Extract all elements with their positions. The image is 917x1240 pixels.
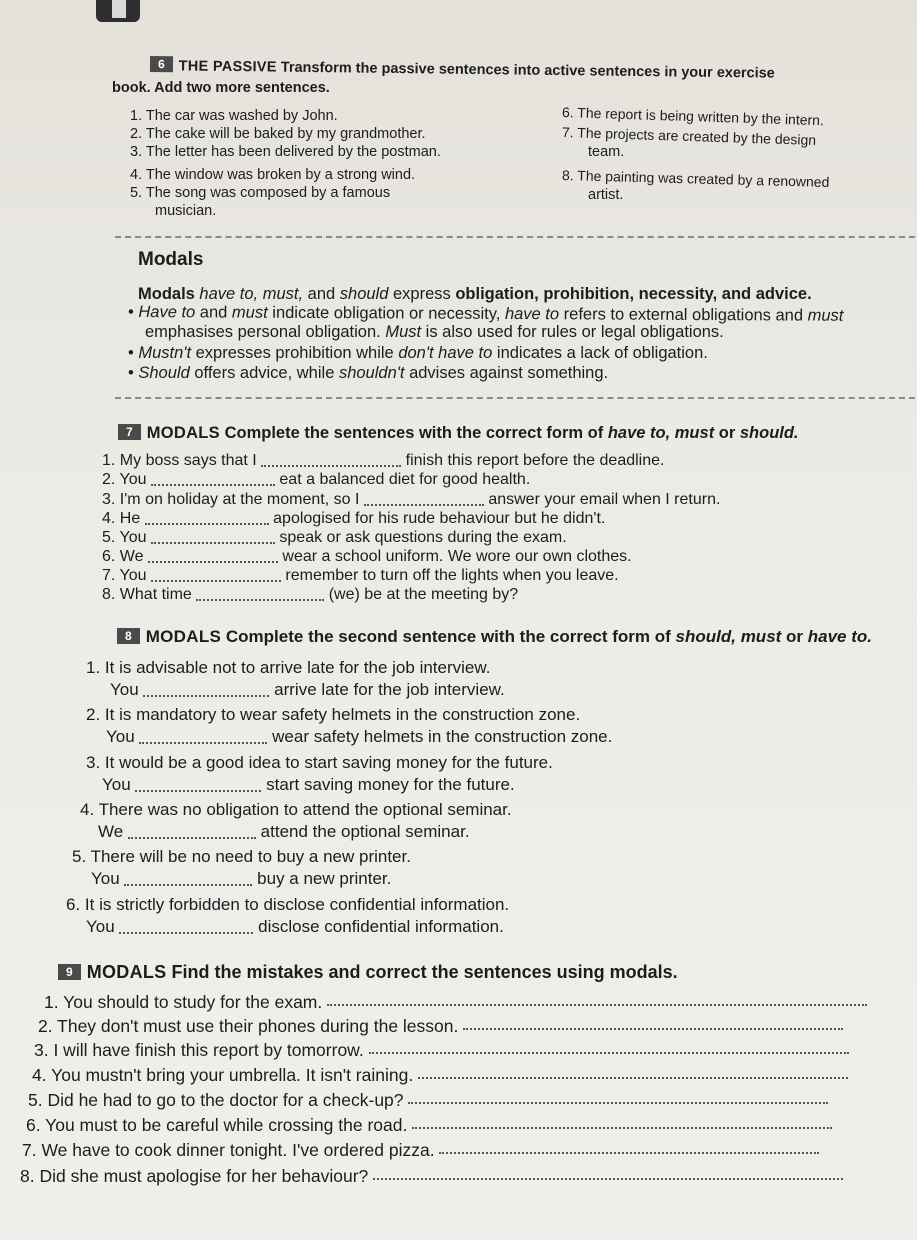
exercise-9-item <box>22 1140 819 1161</box>
item-rest: speak or ask questions during the exam. <box>279 529 567 546</box>
item-stem: 6. We <box>102 548 144 565</box>
item-text: 5. Did he had to go to the doctor for a check-up? <box>28 1090 404 1110</box>
answer-blank[interactable] <box>148 561 278 563</box>
intro-have-to-must: have to, must, <box>194 285 308 303</box>
exercise-8-answer-line <box>102 775 515 795</box>
b3-text: offers advice, while <box>189 364 339 382</box>
b1-have-to: Have to <box>138 303 196 322</box>
exercise-9-item <box>44 992 867 1013</box>
item-stem: 7. You <box>102 567 147 584</box>
exercise-7-modal-1: have to, must <box>607 424 715 442</box>
exercise-7-label: MODALS <box>146 424 220 442</box>
exercise-8-question: 1. It is advisable not to arrive late for the job interview. <box>86 658 491 677</box>
answer-rest: disclose confidential information. <box>258 917 504 936</box>
exercise-9-label: MODALS <box>86 962 167 982</box>
answer-blank[interactable] <box>135 790 261 792</box>
exercise-6-instruction: Transform the passive sentences into active sentences in your exercise <box>280 59 775 82</box>
answer-line[interactable] <box>369 1052 849 1054</box>
exercise-6-item-cont: musician. <box>155 203 217 219</box>
exercise-6-item-cont: team. <box>588 144 625 160</box>
exercise-8-instruction: Complete the second sentence with the correct form of <box>225 627 676 646</box>
item-stem: 8. What time <box>102 586 192 603</box>
b2-text-2: indicates a lack of obligation. <box>492 344 708 362</box>
item-rest: answer your email when I return. <box>488 491 721 508</box>
exercise-8-question: 2. It is mandatory to wear safety helmets in the construction zone. <box>86 705 581 724</box>
answer-subject: You <box>106 727 135 746</box>
exercise-6-item: 7. The projects are created by the design <box>561 124 817 148</box>
exercise-9-item <box>20 1166 843 1187</box>
exercise-6-label: THE PASSIVE <box>178 58 277 76</box>
item-rest: apologised for his rude behaviour but he didn't. <box>273 510 606 527</box>
answer-rest: start saving money for the future. <box>266 775 515 794</box>
item-rest: remember to turn off the lights when you leave. <box>285 567 619 584</box>
exercise-7-item <box>102 471 530 489</box>
exercise-8-modal-2: have to. <box>807 627 873 646</box>
exercise-8-or: or <box>781 627 808 646</box>
exercise-7-item <box>102 452 664 470</box>
b3-shouldnt: shouldn't <box>338 364 405 382</box>
exercise-8-question: 3. It would be a good idea to start saving money for the future. <box>86 753 553 772</box>
answer-blank[interactable] <box>124 884 252 886</box>
b3-text-2: advises against something. <box>404 364 609 382</box>
item-text: 3. I will have finish this report by tomorrow. <box>34 1040 364 1060</box>
answer-subject: You <box>86 917 115 936</box>
item-rest: eat a balanced diet for good health. <box>279 471 531 488</box>
answer-line[interactable] <box>463 1028 843 1030</box>
b1-have-to-2: have to <box>504 304 560 324</box>
exercise-8-heading <box>117 627 872 647</box>
b1-must-2: must <box>807 306 844 325</box>
exercise-8-answer-line <box>110 680 505 700</box>
answer-subject: We <box>98 822 124 841</box>
answer-line[interactable] <box>408 1102 828 1104</box>
answer-rest: buy a new printer. <box>257 869 392 888</box>
b1-must: must <box>231 303 268 322</box>
intro-modals-word: Modals <box>138 285 195 303</box>
exercise-6-number: 6 <box>150 56 173 72</box>
intro-should: should <box>335 285 393 303</box>
exercise-8-question: 5. There will be no need to buy a new printer. <box>72 847 411 866</box>
item-text: 4. You mustn't bring your umbrella. It isn't raining. <box>32 1065 414 1085</box>
exercise-9-item <box>32 1065 848 1086</box>
modals-box-top-border <box>115 236 915 238</box>
exercise-7-item <box>102 491 720 509</box>
binder-clip-inner <box>112 0 126 18</box>
exercise-8-answer-line <box>91 869 391 889</box>
exercise-6-instruction-2: book. Add two more sentences. <box>112 80 330 96</box>
b2-dont-have-to: don't have to <box>398 344 493 362</box>
answer-line[interactable] <box>373 1178 843 1180</box>
answer-subject: You <box>102 775 131 794</box>
modals-box-bottom-border <box>115 397 915 399</box>
item-text: 6. You must to be careful while crossing the road. <box>26 1115 408 1135</box>
exercise-9-heading <box>58 962 678 983</box>
exercise-8-number: 8 <box>117 628 140 644</box>
exercise-9-item <box>26 1115 832 1136</box>
answer-blank[interactable] <box>261 465 401 467</box>
answer-rest: arrive late for the job interview. <box>274 680 505 699</box>
modals-bullet-1-cont <box>145 323 724 342</box>
answer-subject: You <box>91 869 120 888</box>
bullet-icon: • <box>128 344 139 362</box>
intro-and: and <box>307 285 336 303</box>
item-stem: 5. You <box>102 529 147 546</box>
answer-blank[interactable] <box>128 837 256 839</box>
exercise-7-item <box>102 548 632 566</box>
item-rest: (we) be at the meeting by? <box>328 586 519 603</box>
exercise-9-number: 9 <box>58 964 81 980</box>
intro-express: express <box>392 285 456 303</box>
exercise-7-item <box>102 529 567 547</box>
item-stem: 3. I'm on holiday at the moment, so I <box>102 491 360 508</box>
b1-line2-text: emphasises personal obligation. <box>145 323 386 341</box>
exercise-7-heading <box>118 424 799 443</box>
answer-blank[interactable] <box>119 932 253 934</box>
answer-line[interactable] <box>418 1077 848 1079</box>
b1-text: indicate obligation or necessity, <box>267 303 506 323</box>
item-text: 7. We have to cook dinner tonight. I've ordered pizza. <box>22 1140 435 1160</box>
answer-blank[interactable] <box>151 542 275 544</box>
modals-box-title: Modals <box>138 249 204 270</box>
answer-blank[interactable] <box>151 580 281 582</box>
item-rest: wear a school uniform. We wore our own clothes. <box>282 548 632 565</box>
exercise-8-answer-line <box>98 822 470 842</box>
answer-line[interactable] <box>439 1152 819 1154</box>
item-text: 1. You should to study for the exam. <box>44 992 323 1012</box>
exercise-8-answer-line <box>86 917 504 937</box>
item-text: 2. They don't must use their phones during the lesson. <box>38 1016 459 1036</box>
bullet-icon: • <box>128 364 139 382</box>
exercise-8-modal-1: should, must <box>675 627 782 646</box>
answer-blank[interactable] <box>151 484 275 486</box>
item-rest: finish this report before the deadline. <box>405 452 665 469</box>
item-stem: 2. You <box>102 471 147 488</box>
exercise-6-item-cont: artist. <box>588 187 624 203</box>
b3-should: Should <box>138 364 190 382</box>
answer-rest: attend the optional seminar. <box>260 822 470 841</box>
exercise-6-heading <box>150 56 775 82</box>
exercise-8-answer-line <box>106 727 612 747</box>
exercise-6-item: 4. The window was broken by a strong wind. <box>130 167 416 183</box>
exercise-8-question: 6. It is strictly forbidden to disclose confidential information. <box>66 895 510 914</box>
exercise-9-item <box>34 1040 849 1061</box>
exercise-6-item: 8. The painting was created by a renowned <box>561 167 830 190</box>
answer-line[interactable] <box>412 1127 832 1129</box>
item-stem: 1. My boss says that I <box>102 452 257 469</box>
exercise-6-item: 3. The letter has been delivered by the postman. <box>130 144 441 160</box>
answer-blank[interactable] <box>145 523 269 525</box>
exercise-7-or: or <box>714 424 740 442</box>
b2-mustnt: Mustn't <box>138 344 192 362</box>
exercise-7-modal-2: should. <box>739 424 799 442</box>
modals-box-intro <box>138 285 812 304</box>
b1-line2-must: Must <box>385 323 422 341</box>
exercise-9-instruction: Find the mistakes and correct the sentences using modals. <box>171 962 678 982</box>
exercise-6-item: 2. The cake will be baked by my grandmother. <box>130 126 426 142</box>
exercise-6-item: 6. The report is being written by the intern. <box>561 104 825 129</box>
answer-blank[interactable] <box>364 504 484 506</box>
b2-text: expresses prohibition while <box>191 344 399 362</box>
exercise-9-item <box>38 1016 843 1037</box>
b1-line2-text-2: is also used for rules or legal obligations. <box>421 323 724 341</box>
answer-line[interactable] <box>327 1004 867 1006</box>
exercise-7-item <box>102 586 518 604</box>
b1-and: and <box>195 303 233 322</box>
exercise-8-label: MODALS <box>145 627 222 646</box>
answer-blank[interactable] <box>196 599 324 601</box>
answer-blank[interactable] <box>139 742 267 744</box>
answer-subject: You <box>110 680 139 699</box>
intro-functions: obligation, prohibition, necessity, and advice. <box>455 285 812 303</box>
exercise-6-item: 5. The song was composed by a famous <box>130 185 391 201</box>
exercise-7-number: 7 <box>118 424 141 440</box>
modals-bullet-3 <box>128 364 608 383</box>
exercise-7-item <box>102 567 619 585</box>
answer-blank[interactable] <box>143 695 269 697</box>
item-stem: 4. He <box>102 510 141 527</box>
exercise-9-item <box>28 1090 828 1111</box>
exercise-7-item <box>102 510 605 528</box>
answer-rest: wear safety helmets in the construction zone. <box>272 727 613 746</box>
exercise-7-instruction: Complete the sentences with the correct form of <box>224 424 608 442</box>
b1-text-2: refers to external obligations and <box>559 305 808 325</box>
bullet-icon: • <box>127 303 139 322</box>
item-text: 8. Did she must apologise for her behaviour? <box>20 1166 369 1186</box>
modals-bullet-2 <box>128 344 708 363</box>
exercise-8-question: 4. There was no obligation to attend the optional seminar. <box>80 800 512 819</box>
exercise-6-item: 1. The car was washed by John. <box>130 108 338 124</box>
